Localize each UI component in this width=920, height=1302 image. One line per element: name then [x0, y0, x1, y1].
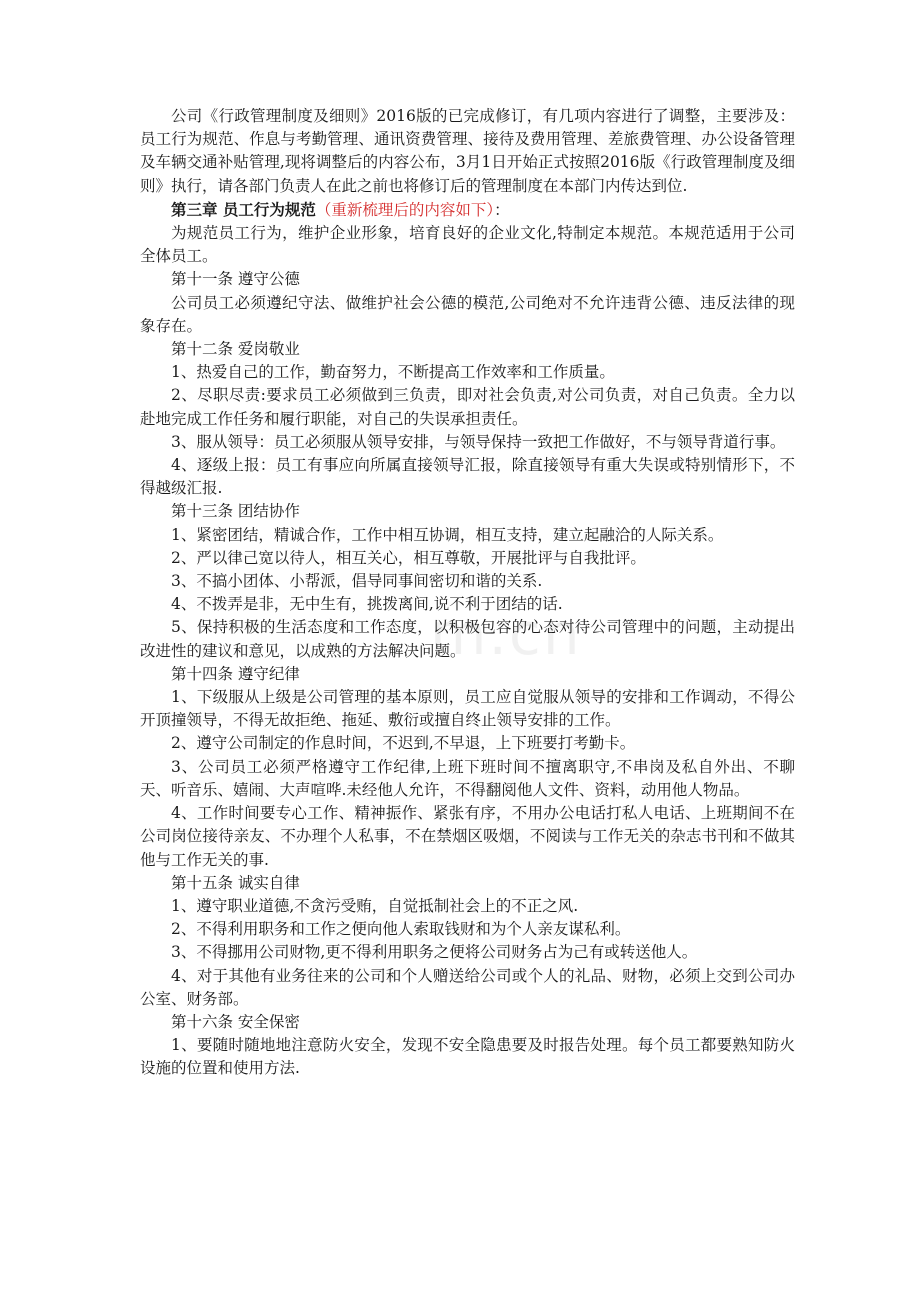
article-item: 1、热爱自己的工作，勤奋努力，不断提高工作效率和工作质量。 [171, 363, 615, 382]
article-item: 2、尽职尽责:要求员工必须做到三负责，即对社会负责,对公司负责，对自己负责。全力以赴地完成工作任务和履行职能，对自己的失误承担责任。 [140, 386, 795, 428]
article-item: 5、保持积极的生活态度和工作态度，以积极包容的心态对待公司管理中的问题，主动提出改进性的建议和意见，以成熟的方法解决问题。 [140, 618, 795, 660]
chapter-suffix: ： [494, 200, 510, 219]
article-item: 2、严以律己宽以待人，相互关心，相互尊敬，开展批评与自我批评。 [171, 548, 646, 567]
article-item: 1、下级服从上级是公司管理的基本原则，员工应自觉服从领导的安排和工作调动，不得公开顶撞领导，不得无故拒绝、拖延、敷衍或擅自终止领导安排的工作。 [140, 688, 795, 730]
article-11 [140, 268, 795, 338]
article-item: 2、不得利用职务和工作之便向他人索取钱财和为个人亲友谋私利。 [171, 920, 631, 939]
article-item: 3、不搞小团体、小帮派，倡导同事间密切和谐的关系. [171, 572, 543, 591]
article-item: 1、要随时随地地注意防火安全，发现不安全隐患要及时报告处理。每个员工都要熟知防火设施的位置和使用方法. [140, 1036, 795, 1078]
article-title: 第十四条 遵守纪律 [171, 664, 300, 683]
chapter-heading [140, 198, 795, 222]
article-14 [140, 663, 795, 872]
article-title: 第十一条 遵守公德 [171, 270, 300, 289]
article-item: 2、遵守公司制定的作息时间，不迟到,不早退，上下班要打考勤卡。 [171, 734, 636, 753]
article-title: 第十三条 团结协作 [171, 502, 300, 521]
document-body [140, 105, 795, 1081]
chapter-note: （重新梳理后的内容如下） [315, 200, 495, 219]
purpose-paragraph: 为规范员工行为，维护企业形象，培育良好的企业文化,特制定本规范。本规范适用于公司全体员工。 [140, 224, 795, 266]
article-item: 4、逐级上报：员工有事应向所属直接领导汇报，除直接领导有重大失误或特别情形下，不得越级汇报. [140, 456, 795, 498]
article-item: 4、工作时间要专心工作、精神振作、紧张有序，不用办公电话打私人电话、上班期间不在公司岗位接待亲友、不办理个人私事，不在禁烟区吸烟，不阅读与工作无关的杂志书刊和不做其他与工作无关的事. [140, 804, 795, 869]
article-item: 4、对于其他有业务往来的公司和个人赠送给公司或个人的礼品、财物，必须上交到公司办公室、财务部。 [140, 966, 795, 1008]
article-16 [140, 1011, 795, 1081]
article-item: 3、公司员工必须严格遵守工作纪律,上班下班时间不擅离职守,不串岗及私自外出、不聊天、听音乐、嬉闹、大声喧哗.未经他人允许，不得翻阅他人文件、资料，动用他人物品。 [140, 757, 795, 799]
article-item: 3、服从领导：员工必须服从领导安排，与领导保持一致把工作做好，不与领导背道行事。 [171, 432, 786, 451]
article-title: 第十六条 安全保密 [171, 1012, 300, 1031]
chapter-title: 第三章 员工行为规范 [171, 199, 316, 219]
article-title: 第十二条 爱岗敬业 [171, 340, 300, 359]
article-item: 1、紧密团结，精诚合作，工作中相互协调，相互支持，建立起融洽的人际关系。 [171, 525, 724, 544]
article-15 [140, 872, 795, 1011]
intro-paragraph: 公司《行政管理制度及细则》2016版的已完成修订，有几项内容进行了调整，主要涉及：员工行为规范、作息与考勤管理、通讯资费管理、接待及费用管理、差旅费管理、办公设备管理及车辆交通补贴管理,现将调整后的内容公布，3月1日开始正式按照2016版《行政管理制度及细则》执行，请各部门负责人在此之前也将修订后的管理制度在本部门内传达到位. [140, 107, 795, 195]
article-item: 3、不得挪用公司财物,更不得利用职务之便将公司财务占为己有或转送他人。 [171, 943, 698, 962]
article-item: 公司员工必须遵纪守法、做维护社会公德的模范,公司绝对不允许违背公德、违反法律的现象存在。 [140, 293, 795, 335]
watermark: m.cn [430, 600, 582, 668]
article-13 [140, 500, 795, 662]
article-title: 第十五条 诚实自律 [171, 873, 300, 892]
article-item: 1、遵守职业道德,不贪污受贿，自觉抵制社会上的不正之风. [171, 896, 579, 915]
article-item: 4、不拨弄是非，无中生有，挑拨离间,说不利于团结的话. [171, 595, 563, 614]
article-12 [140, 338, 795, 500]
